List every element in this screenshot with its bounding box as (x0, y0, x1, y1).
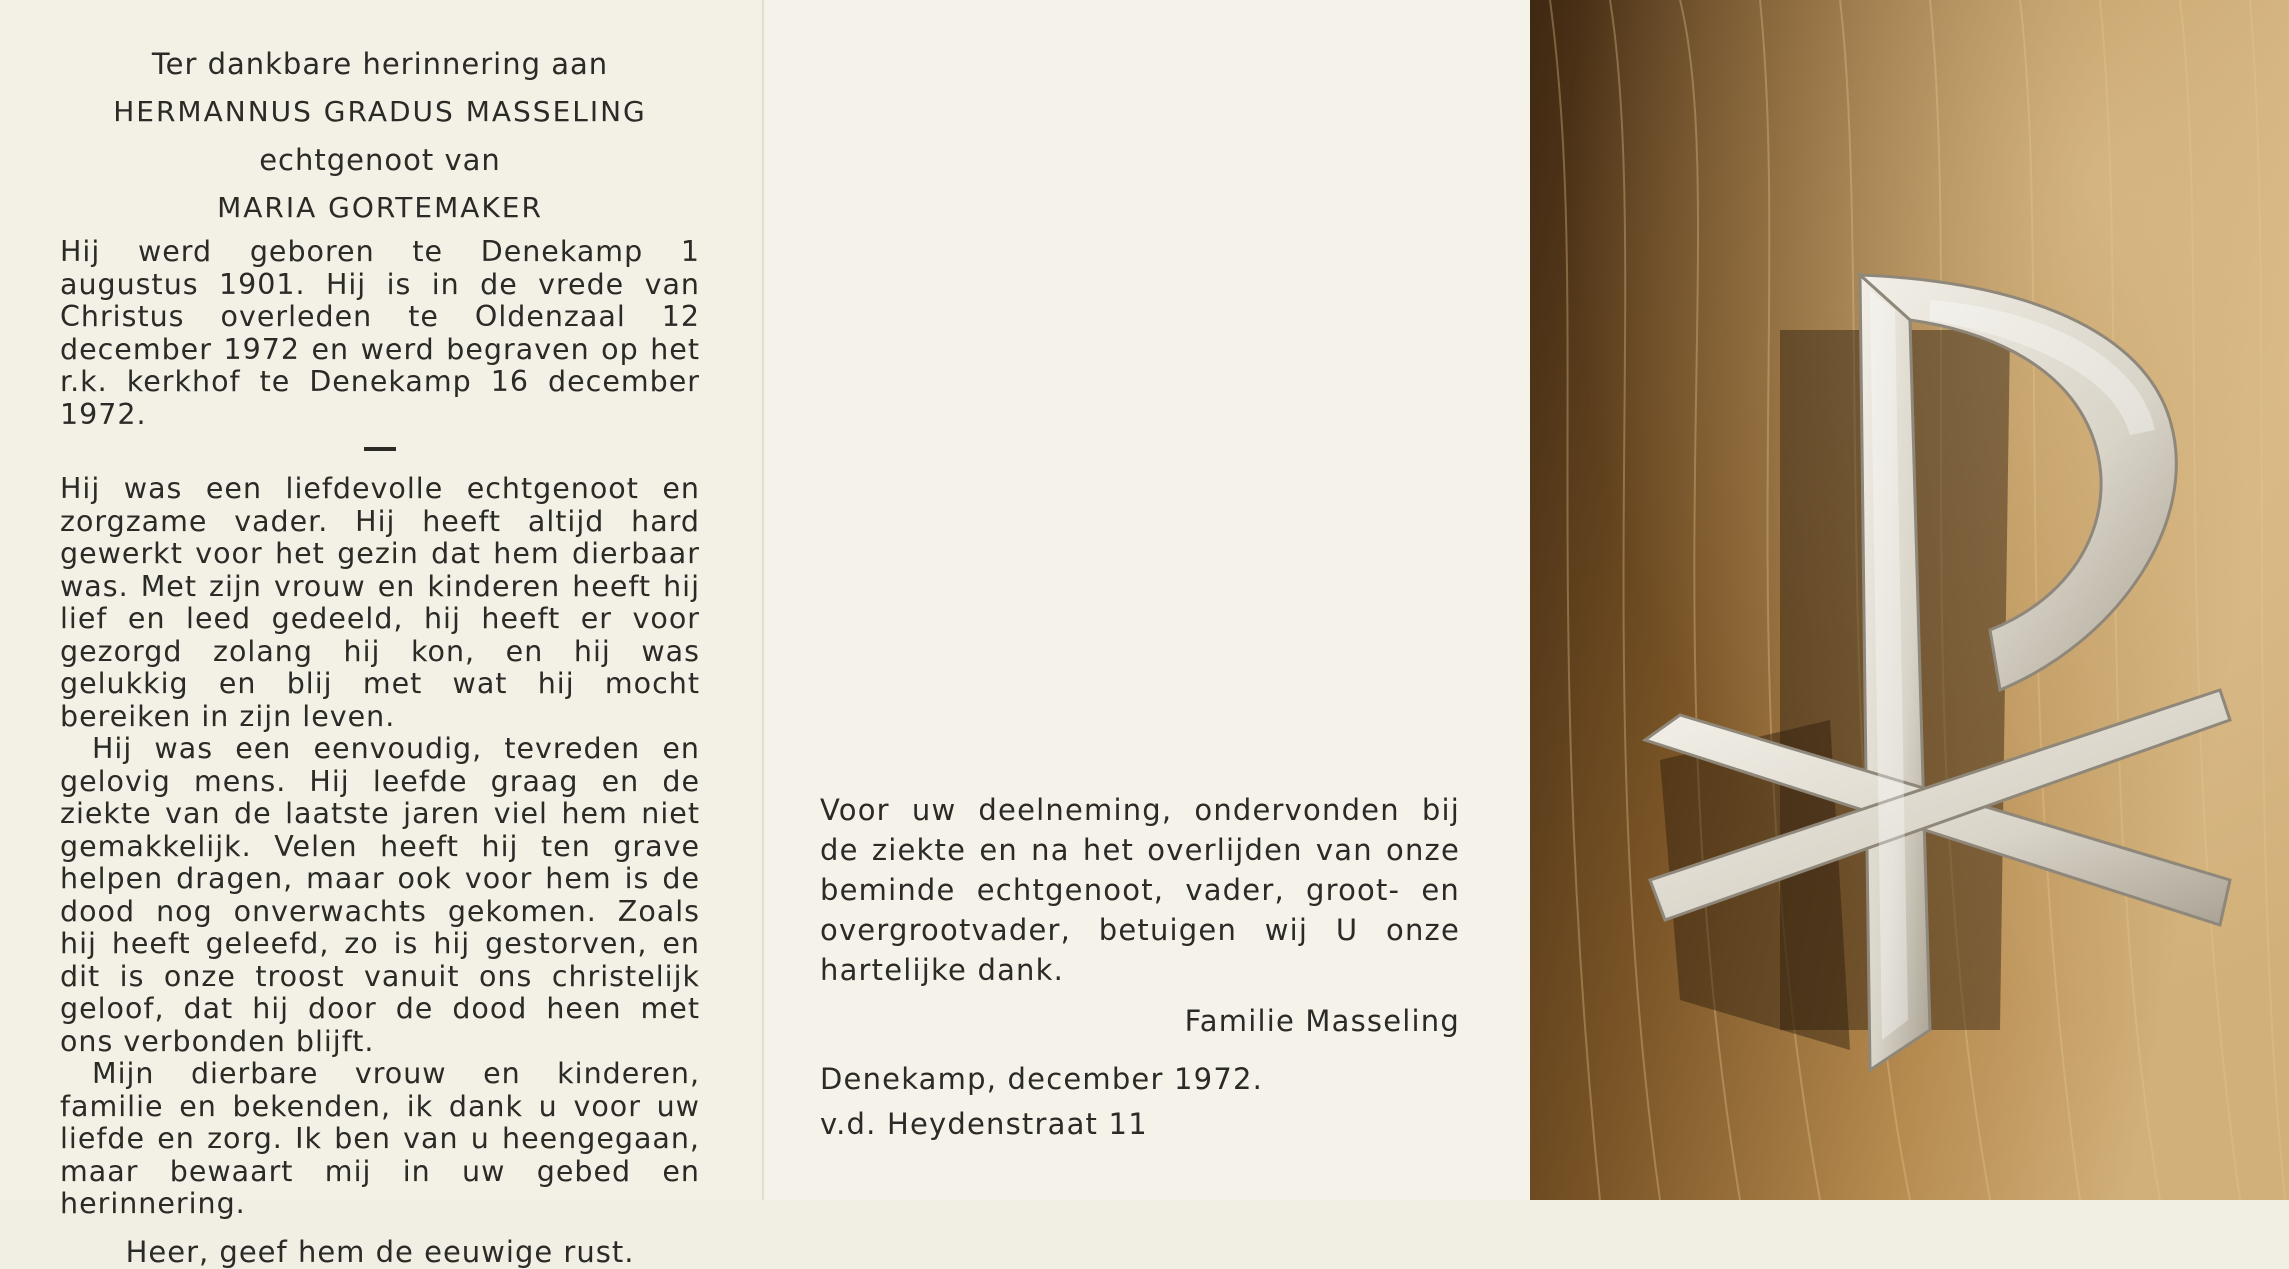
middle-panel (762, 0, 1530, 1200)
header-dedication: Ter dankbare herinnering aan (151, 47, 609, 81)
tribute-paragraph-1: Hij was een liefdevolle echtgenoot en zorgzame vader. Hij heeft altijd hard gewerkt voor het gezin dat hem dierbaar was. Met zijn vrouw en kinderen heeft hij lief en leed gedeeld, hij heeft er voor gezorgd zolang hij kon, en hij was gelukkig en blij met wat hij mocht bereiken in zijn leven. (60, 472, 700, 733)
spouse-name: MARIA GORTEMAKER (217, 191, 543, 224)
address: v.d. Heydenstraat 11 (820, 1107, 1148, 1141)
family-signature: Familie Masseling (1184, 1004, 1460, 1038)
birth-death-paragraph: Hij werd geboren te Denekamp 1 augustus 1901. Hij is in de vrede van Christus overleden te Oldenzaal 12 december 1972 en werd begraven op het r.k. kerkhof te Denekamp 16 december 1972. (60, 235, 700, 431)
right-panel (1530, 0, 2289, 1200)
thanks-text: Voor uw deelneming, ondervonden bij de ziekte en na het overlijden van onze beminde echtgenoot, vader, groot- en overgrootvader, betuigen wij U onze hartelijke dank. (820, 793, 1460, 987)
left-panel (0, 0, 762, 1269)
chi-rho-photo (1530, 0, 2289, 1200)
tribute-paragraph-2: Hij was een eenvoudig, tevreden en gelovig mens. Hij leefde graag en de ziekte van de laatste jaren viel hem niet gemakkelijk. Velen heeft hij ten grave helpen dragen, maar ook voor hem is de dood nog onverwachts gekomen. Zoals hij heeft geleefd, zo is hij gestorven, en dit is onze troost vanuit ons christelijk geloof, dat hij door de dood heen met ons verbonden blijft. (60, 732, 700, 1058)
closing-prayer: Heer, geef hem de eeuwige rust. (125, 1234, 635, 1269)
thanks-block (820, 790, 1460, 1148)
memorial-text (60, 40, 700, 1269)
tribute-paragraph-3: Mijn dierbare vrouw en kinderen, familie en bekenden, ik dank u voor uw liefde en zorg. Ik ben van u heengegaan, maar bewaart mij in uw gebed en herinnering. (60, 1057, 700, 1220)
place-date: Denekamp, december 1972. (820, 1062, 1264, 1096)
header-spouse-label: echtgenoot van (259, 143, 501, 177)
deceased-name: HERMANNUS GRADUS MASSELING (113, 95, 647, 128)
divider (364, 447, 396, 451)
